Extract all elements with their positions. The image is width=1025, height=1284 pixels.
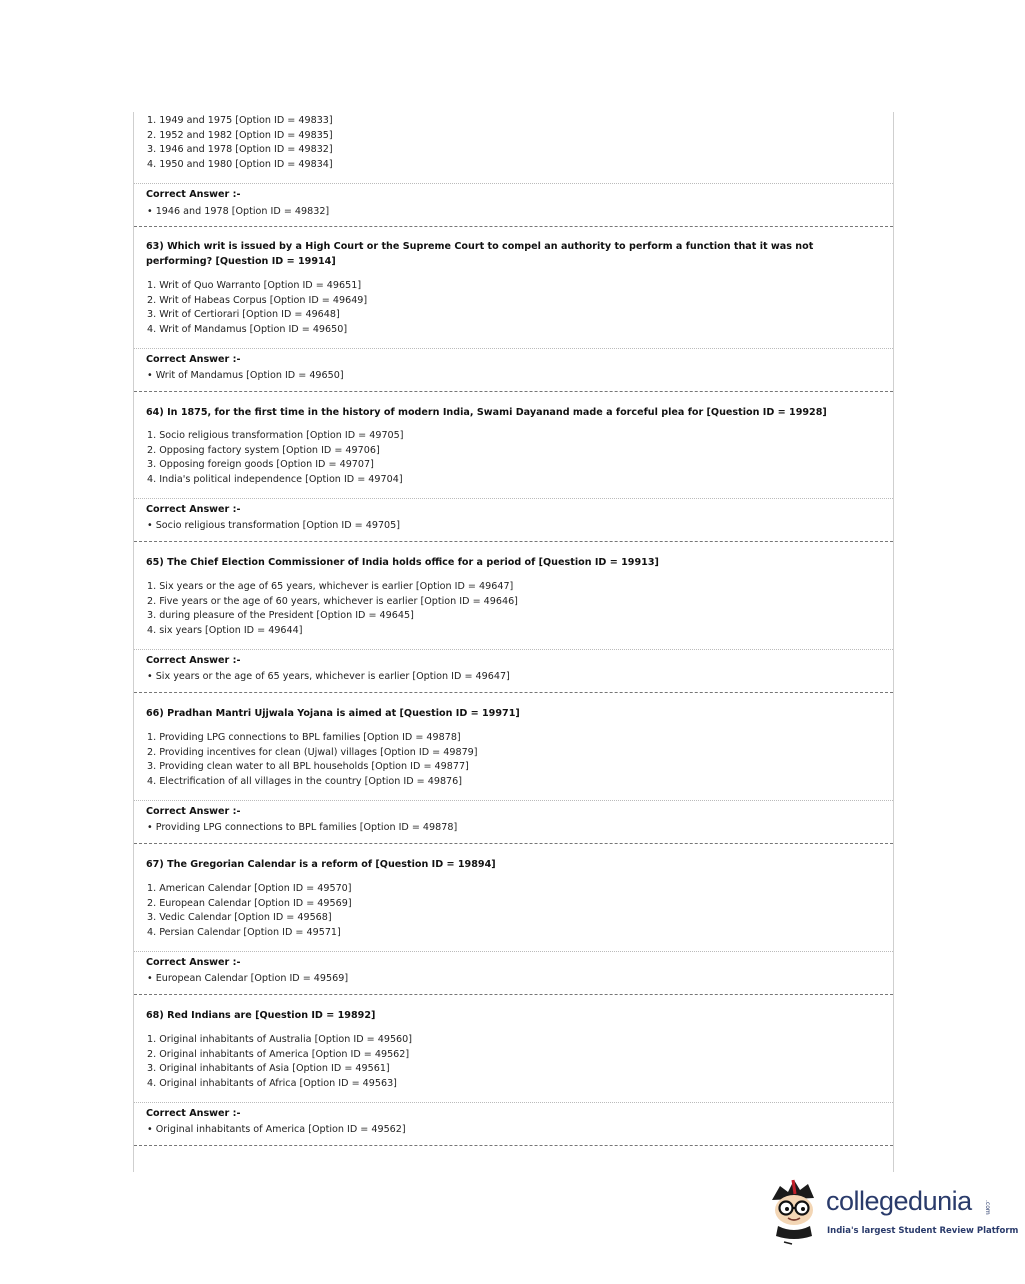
correct-answer: • Writ of Mandamus [Option ID = 49650] bbox=[147, 370, 344, 381]
brand-name: collegedunia bbox=[826, 1186, 972, 1216]
option-4: 4. Persian Calendar [Option ID = 49571] bbox=[147, 927, 341, 938]
correct-answer: • Socio religious transformation [Option ID = 49705] bbox=[147, 520, 401, 531]
option-4: 4. India's political independence [Option ID = 49704] bbox=[147, 474, 403, 485]
option-1: 1. Original inhabitants of Australia [Option ID = 49560] bbox=[147, 1034, 412, 1045]
correct-answer: • Six years or the age of 65 years, whichever is earlier [Option ID = 49647] bbox=[147, 671, 510, 682]
option-1: 1. Socio religious transformation [Option ID = 49705] bbox=[147, 430, 404, 441]
option-4: 4. 1950 and 1980 [Option ID = 49834] bbox=[147, 159, 333, 170]
option-2: 2. Five years or the age of 60 years, whichever is earlier [Option ID = 49646] bbox=[147, 596, 518, 607]
question-text: 64) In 1875, for the first time in the history of modern India, Swami Dayanand made a forceful plea for [Question ID = 19928] bbox=[146, 407, 827, 418]
answer-divider bbox=[134, 348, 893, 349]
option-2: 2. European Calendar [Option ID = 49569] bbox=[147, 898, 352, 909]
question-divider bbox=[134, 843, 893, 844]
answer-divider bbox=[134, 800, 893, 801]
option-2: 2. 1952 and 1982 [Option ID = 49835] bbox=[147, 130, 333, 141]
correct-answer: • 1946 and 1978 [Option ID = 49832] bbox=[147, 206, 330, 217]
question-text: 65) The Chief Election Commissioner of India holds office for a period of [Question ID = 19913] bbox=[146, 557, 659, 568]
option-2: 2. Writ of Habeas Corpus [Option ID = 49649] bbox=[147, 295, 368, 306]
option-4: 4. Electrification of all villages in the country [Option ID = 49876] bbox=[147, 776, 463, 787]
answer-divider bbox=[134, 498, 893, 499]
correct-answer-label: Correct Answer :- bbox=[146, 354, 241, 365]
option-1: 1. Writ of Quo Warranto [Option ID = 49651] bbox=[147, 280, 362, 291]
correct-answer: • Original inhabitants of America [Option ID = 49562] bbox=[147, 1124, 406, 1135]
question-text: 68) Red Indians are [Question ID = 19892] bbox=[146, 1010, 376, 1021]
correct-answer-label: Correct Answer :- bbox=[146, 957, 241, 968]
correct-answer-label: Correct Answer :- bbox=[146, 655, 241, 666]
option-2: 2. Opposing factory system [Option ID = 49706] bbox=[147, 445, 380, 456]
correct-answer-label: Correct Answer :- bbox=[146, 806, 241, 817]
option-4: 4. Writ of Mandamus [Option ID = 49650] bbox=[147, 324, 348, 335]
correct-answer-label: Correct Answer :- bbox=[146, 189, 241, 200]
option-1: 1. American Calendar [Option ID = 49570] bbox=[147, 883, 352, 894]
question-divider bbox=[134, 1145, 893, 1146]
mascot-icon bbox=[766, 1176, 826, 1246]
correct-answer-label: Correct Answer :- bbox=[146, 504, 241, 515]
question-divider bbox=[134, 226, 893, 227]
option-3: 3. Writ of Certiorari [Option ID = 49648] bbox=[147, 309, 340, 320]
option-3: 3. Providing clean water to all BPL households [Option ID = 49877] bbox=[147, 761, 469, 772]
option-1: 1. Providing LPG connections to BPL families [Option ID = 49878] bbox=[147, 732, 461, 743]
question-divider bbox=[134, 391, 893, 392]
question-text: 63) Which writ is issued by a High Court or the Supreme Court to compel an authority to perform a function that it was not performing? [Question ID = 19914] bbox=[146, 241, 814, 267]
option-3: 3. Vedic Calendar [Option ID = 49568] bbox=[147, 912, 332, 923]
answer-divider bbox=[134, 951, 893, 952]
option-1: 1. 1949 and 1975 [Option ID = 49833] bbox=[147, 115, 333, 126]
correct-answer-label: Correct Answer :- bbox=[146, 1108, 241, 1119]
option-3: 3. Original inhabitants of Asia [Option ID = 49561] bbox=[147, 1063, 390, 1074]
option-3: 3. during pleasure of the President [Option ID = 49645] bbox=[147, 610, 414, 621]
collegedunia-logo bbox=[766, 1176, 1019, 1246]
option-1: 1. Six years or the age of 65 years, whichever is earlier [Option ID = 49647] bbox=[147, 581, 514, 592]
question-text: 66) Pradhan Mantri Ujjwala Yojana is aimed at [Question ID = 19971] bbox=[146, 708, 520, 719]
question-text: 67) The Gregorian Calendar is a reform of [Question ID = 19894] bbox=[146, 859, 496, 870]
option-3: 3. Opposing foreign goods [Option ID = 49707] bbox=[147, 459, 374, 470]
correct-answer: • European Calendar [Option ID = 49569] bbox=[147, 973, 349, 984]
option-3: 3. 1946 and 1978 [Option ID = 49832] bbox=[147, 144, 333, 155]
option-4: 4. six years [Option ID = 49644] bbox=[147, 625, 303, 636]
correct-answer: • Providing LPG connections to BPL families [Option ID = 49878] bbox=[147, 822, 458, 833]
option-4: 4. Original inhabitants of Africa [Option ID = 49563] bbox=[147, 1078, 397, 1089]
question-paper-frame bbox=[133, 112, 894, 1172]
option-2: 2. Original inhabitants of America [Option ID = 49562] bbox=[147, 1049, 410, 1060]
question-divider bbox=[134, 994, 893, 995]
answer-divider bbox=[134, 649, 893, 650]
brand-domain: .com bbox=[984, 1200, 991, 1215]
answer-divider bbox=[134, 1102, 893, 1103]
question-divider bbox=[134, 541, 893, 542]
answer-divider bbox=[134, 183, 893, 184]
question-divider bbox=[134, 692, 893, 693]
brand-tagline: India's largest Student Review Platform bbox=[827, 1226, 1019, 1236]
option-2: 2. Providing incentives for clean (Ujwal) villages [Option ID = 49879] bbox=[147, 747, 478, 758]
